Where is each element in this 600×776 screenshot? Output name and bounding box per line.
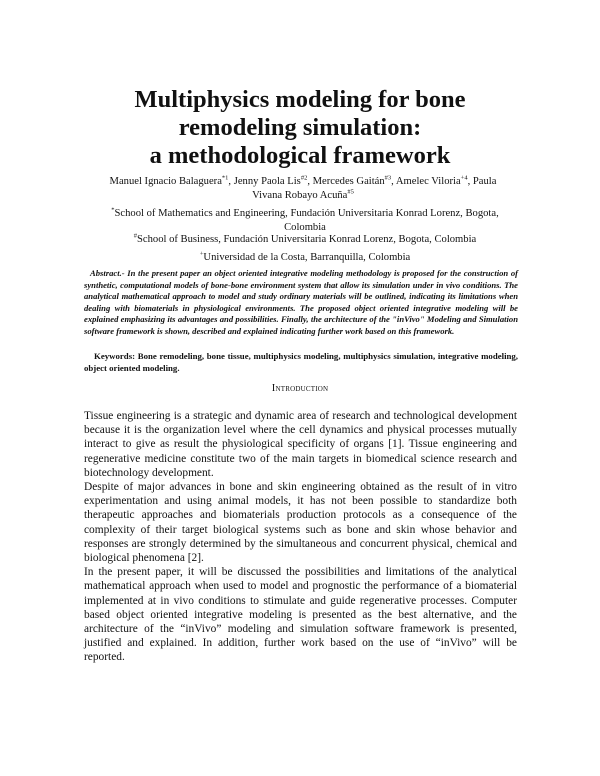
- author-name: Mercedes Gaitán: [312, 176, 385, 187]
- affiliation-mark: *: [111, 206, 115, 214]
- author: [234, 176, 313, 187]
- affiliation: [95, 207, 515, 235]
- author: [110, 176, 234, 187]
- title-line: a methodological framework: [149, 142, 451, 169]
- keywords-text: Bone remodeling, bone tissue, multiphysics modeling, multiphysics simulation, integrative modeling, object oriented modeling.: [84, 351, 518, 373]
- author-name: Manuel Ignacio Balaguera: [109, 176, 222, 187]
- affiliation: [95, 251, 515, 265]
- author-mark: *1: [221, 174, 229, 182]
- keywords-label: Keywords:: [94, 351, 136, 361]
- affiliation-mark: +: [199, 250, 204, 258]
- affiliation: [95, 233, 515, 247]
- paper-title: [60, 86, 540, 170]
- section-heading-introduction: Introduction: [271, 383, 329, 394]
- author-name: Jenny Paola Lis: [233, 176, 301, 187]
- author-separator: ,: [391, 176, 396, 187]
- author: [396, 176, 473, 187]
- author-mark: #2: [300, 174, 308, 182]
- author-name: Amelec Viloria: [395, 176, 461, 187]
- affiliation-text: Universidad de la Costa, Barranquilla, Colombia: [203, 252, 411, 263]
- affiliation-mark: #: [133, 232, 137, 240]
- title-line: Multiphysics modeling for bone: [134, 86, 466, 113]
- body-text: [84, 409, 517, 665]
- paragraph: In the present paper, it will be discussed the possibilities and limitations of the analytical mathematical approach when used to model and prognostic the performance of a biomaterial implemented at in vivo conditions to stimulate and guide regenerative processes. Computer based object oriented integrative modeling is presented as the best alternative, and the architecture of the “inVivo” modeling and simulation software framework is presented, justified and explained. In addition, further work based on the use of “inVivo” will be reported.: [84, 566, 517, 664]
- abstract: [84, 268, 518, 338]
- author-list: [95, 175, 511, 203]
- author-separator: ,: [467, 176, 473, 187]
- author-mark: #5: [347, 188, 354, 196]
- author-separator: ,: [228, 176, 234, 187]
- abstract-text: In the present paper an object oriented integrative modeling methodology is proposed for the construction of synthetic, computational models of bone-bone environment system that allow its simulation under in vivo conditions. The analytical mathematical approach to model and study ordinary materials will be outlined, indicating its limitations when dealing with biomaterials in physiological environments. The proposed object oriented integrative modeling will be explained emphasizing its advantages and possibilities. Finally, the architecture of the "inVivo" Modeling and Simulation software framework is shown, described and explained indicating further work based on this framework.: [84, 268, 518, 336]
- paragraph: Tissue engineering is a strategic and dynamic area of research and technological development because it is the organization level where the cell dynamics and physical processes mutually interact to give as result the physiological specificity of organs [1]. Tissue engineering and regenerative medicine constitute two of the main targets in biomedical science research and biotechnology development.: [84, 410, 517, 479]
- keywords: [84, 351, 518, 374]
- affiliation-text: School of Mathematics and Engineering, Fundación Universitaria Konrad Lorenz, Bogota, Colombia: [114, 208, 499, 233]
- author-mark: #3: [384, 174, 392, 182]
- author: [313, 176, 396, 187]
- abstract-label: Abstract.-: [90, 268, 125, 278]
- title-line: remodeling simulation:: [178, 114, 422, 141]
- paragraph: Despite of major advances in bone and skin engineering obtained as the result of in vitro experimentation and using animal models, it has not been possible to standardize both therapeutic approaches and biomaterials production protocols as a consequence of the complexity of their target biological systems such as bone and skin whose behavior and responses are strongly determined by the simultaneous and concurrent physical, chemical and biological phenomena [2].: [84, 481, 517, 565]
- affiliation-text: School of Business, Fundación Universitaria Konrad Lorenz, Bogota, Colombia: [137, 234, 477, 245]
- author-name: Paula Vivana Robayo Acuña: [252, 176, 497, 201]
- author-mark: +4: [460, 174, 468, 182]
- author-separator: ,: [307, 176, 313, 187]
